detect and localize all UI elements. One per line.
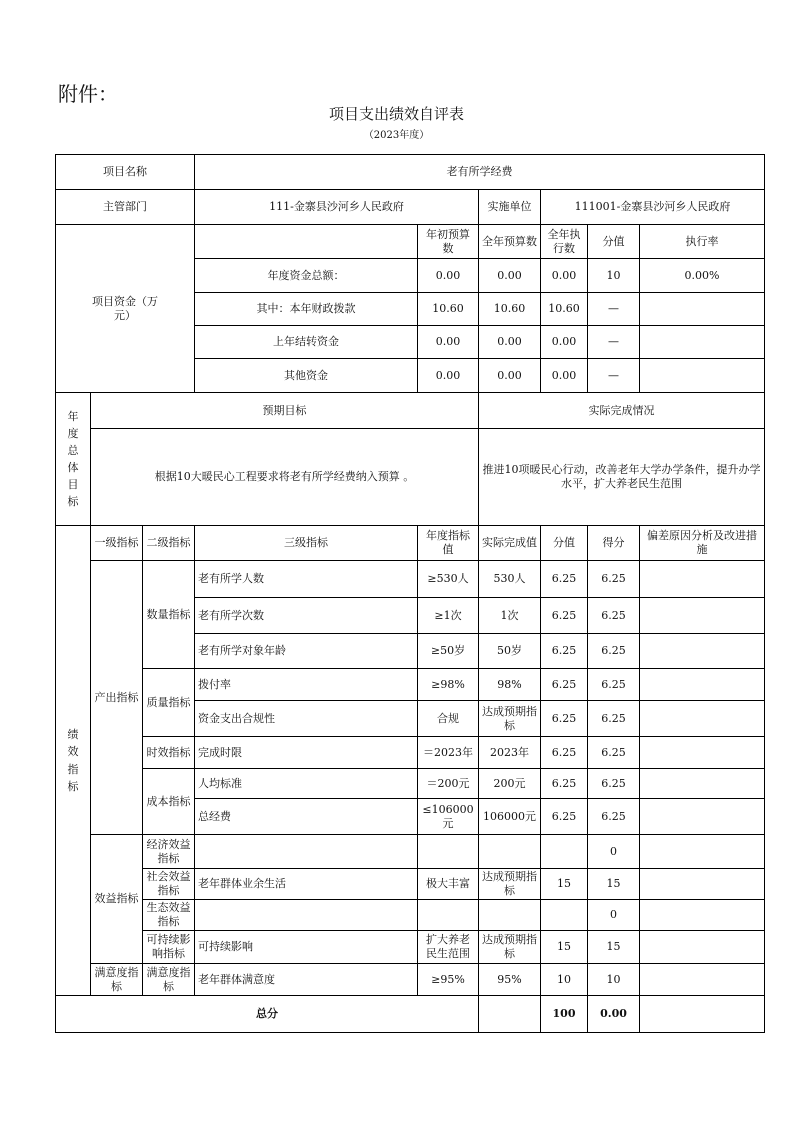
indicator-score: 6.25: [541, 669, 588, 701]
dept-label: 主管部门: [56, 190, 195, 225]
indicators-label-text: 绩效指标: [67, 728, 79, 793]
funds-header-blank: [195, 225, 418, 259]
output-indicator-label: 产出指标: [91, 561, 143, 835]
indicator-actual: [479, 900, 541, 931]
indicator-row: [56, 835, 765, 869]
fund-initial: 10.60: [418, 293, 479, 326]
indicator-reason: [640, 769, 765, 799]
fund-annual: 0.00: [479, 359, 541, 393]
indicator-actual: 达成预期指标: [479, 931, 541, 964]
indicator-points: 6.25: [588, 634, 640, 669]
indicator-actual: 95%: [479, 964, 541, 996]
goals-header-row: [56, 393, 765, 429]
indicator-row: [56, 869, 765, 900]
indicator-target: 极大丰富: [418, 869, 479, 900]
fund-rate: 0.00%: [640, 259, 765, 293]
fund-executed: 0.00: [541, 326, 588, 359]
indicator-name: [195, 900, 418, 931]
indicator-row: [56, 964, 765, 996]
indicator-reason: [640, 869, 765, 900]
indicator-points: 6.25: [588, 669, 640, 701]
attachment-label: 附件：: [58, 82, 118, 106]
indicator-target: ＝2023年: [418, 737, 479, 769]
hdr-annual: 全年预算数: [479, 225, 541, 259]
indicator-target: [418, 835, 479, 869]
goals-label: [56, 393, 91, 526]
page-title: 项目支出绩效自评表: [328, 105, 464, 123]
fund-score: —: [588, 326, 640, 359]
indicator-score: 6.25: [541, 769, 588, 799]
indicator-score: 15: [541, 869, 588, 900]
fund-executed: 10.60: [541, 293, 588, 326]
indicator-target: 合规: [418, 701, 479, 737]
indicator-reason: [640, 964, 765, 996]
cost-indicator-label: 成本指标: [143, 769, 195, 835]
indicator-target: [418, 900, 479, 931]
indicator-points: 0: [588, 835, 640, 869]
fund-rate: [640, 326, 765, 359]
benefit-l2-label: 经济效益指标: [143, 835, 195, 869]
impl-label: 实施单位: [479, 190, 541, 225]
total-label: 总分: [56, 996, 479, 1033]
fund-score: —: [588, 293, 640, 326]
indicator-score: 6.25: [541, 799, 588, 835]
indicator-actual: 106000元: [479, 799, 541, 835]
indicator-reason: [640, 701, 765, 737]
fund-annual: 0.00: [479, 259, 541, 293]
fund-label: 年度资金总额：: [195, 259, 418, 293]
hdr-score: 分值: [541, 526, 588, 561]
benefit-l2-label: 可持续影响指标: [143, 931, 195, 964]
fund-score: —: [588, 359, 640, 393]
expected-goal: 根据10大暖民心工程要求将老有所学经费纳入预算 。: [91, 429, 479, 526]
hdr-score: 分值: [588, 225, 640, 259]
indicator-score: 6.25: [541, 561, 588, 598]
indicator-score: 6.25: [541, 701, 588, 737]
indicator-target: ≥530人: [418, 561, 479, 598]
indicator-row: [56, 669, 765, 701]
benefit-indicator-label: 效益指标: [91, 835, 143, 964]
indicator-name: 老有所学对象年龄: [195, 634, 418, 669]
hdr-l2: 二级指标: [143, 526, 195, 561]
indicator-target: ≥1次: [418, 598, 479, 634]
indicator-name: 拨付率: [195, 669, 418, 701]
indicator-name: 人均标准: [195, 769, 418, 799]
indicator-row: [56, 769, 765, 799]
indicator-reason: [640, 835, 765, 869]
indicator-target: 扩大养老民生范围: [418, 931, 479, 964]
indicator-points: 6.25: [588, 799, 640, 835]
indicator-score: 15: [541, 931, 588, 964]
hdr-initial: 年初预算数: [418, 225, 479, 259]
goals-row: [56, 429, 765, 526]
fund-label: 上年结转资金: [195, 326, 418, 359]
indicator-name: 老年群体满意度: [195, 964, 418, 996]
year-subtitle: （2023年度）: [363, 130, 430, 141]
indicator-reason: [640, 799, 765, 835]
indicator-points: 6.25: [588, 769, 640, 799]
project-name-label: 项目名称: [56, 155, 195, 190]
timeliness-indicator-label: 时效指标: [143, 737, 195, 769]
indicator-points: 6.25: [588, 737, 640, 769]
fund-rate: [640, 293, 765, 326]
indicator-actual: 1次: [479, 598, 541, 634]
indicator-score: 6.25: [541, 634, 588, 669]
indicator-target: ＝200元: [418, 769, 479, 799]
project-name-row: [56, 155, 765, 190]
indicator-points: 15: [588, 931, 640, 964]
indicator-row: [56, 900, 765, 931]
total-blank: [479, 996, 541, 1033]
fund-score: 10: [588, 259, 640, 293]
indicator-points: 15: [588, 869, 640, 900]
indicator-row: [56, 561, 765, 598]
indicator-reason: [640, 737, 765, 769]
benefit-l2-label: 生态效益指标: [143, 900, 195, 931]
indicator-points: 6.25: [588, 598, 640, 634]
fund-initial: 0.00: [418, 259, 479, 293]
indicator-name: 完成时限: [195, 737, 418, 769]
total-reason: [640, 996, 765, 1033]
indicator-target: ≥95%: [418, 964, 479, 996]
impl-value: 111001-金寨县沙河乡人民政府: [541, 190, 765, 225]
indicator-reason: [640, 900, 765, 931]
hdr-l1: 一级指标: [91, 526, 143, 561]
fund-label: 其中：本年财政拨款: [195, 293, 418, 326]
indicator-row: [56, 931, 765, 964]
indicator-actual: 2023年: [479, 737, 541, 769]
indicator-actual: 98%: [479, 669, 541, 701]
goals-label-text: 年度总体目标: [67, 409, 79, 509]
indicator-actual: 50岁: [479, 634, 541, 669]
fund-annual: 10.60: [479, 293, 541, 326]
indicator-reason: [640, 931, 765, 964]
actual-goal: 推进10项暖民心行动，改善老年大学办学条件，提升办学水平，扩大养老民生范围: [479, 429, 765, 526]
indicator-score: 6.25: [541, 598, 588, 634]
total-row: [56, 996, 765, 1033]
indicator-header-row: [56, 526, 765, 561]
hdr-executed: 全年执行数: [541, 225, 588, 259]
indicator-reason: [640, 669, 765, 701]
indicator-score: 10: [541, 964, 588, 996]
indicator-target: ≥50岁: [418, 634, 479, 669]
quantity-indicator-label: 数量指标: [143, 561, 195, 669]
indicator-actual: 达成预期指标: [479, 869, 541, 900]
indicator-name: 资金支出合规性: [195, 701, 418, 737]
hdr-target: 年度指标值: [418, 526, 479, 561]
total-points: 0.00: [588, 996, 640, 1033]
fund-rate: [640, 359, 765, 393]
actual-goal-label: 实际完成情况: [479, 393, 765, 429]
fund-annual: 0.00: [479, 326, 541, 359]
expected-goal-label: 预期目标: [91, 393, 479, 429]
indicator-name: 可持续影响: [195, 931, 418, 964]
indicator-points: 0: [588, 900, 640, 931]
satisfaction-indicator-label: 满意度指标: [91, 964, 143, 996]
funds-label: [56, 225, 195, 393]
indicator-name: 老有所学次数: [195, 598, 418, 634]
indicator-name: 老有所学人数: [195, 561, 418, 598]
indicator-row: [56, 737, 765, 769]
indicator-name: [195, 835, 418, 869]
indicator-target: ≥98%: [418, 669, 479, 701]
benefit-l2-label: 社会效益指标: [143, 869, 195, 900]
satisfaction-l2-label: 满意度指标: [143, 964, 195, 996]
funds-header-row: [56, 225, 765, 259]
hdr-rate: 执行率: [640, 225, 765, 259]
indicator-actual: 达成预期指标: [479, 701, 541, 737]
hdr-reason: 偏差原因分析及改进措施: [640, 526, 765, 561]
indicators-label: [56, 526, 91, 996]
fund-label: 其他资金: [195, 359, 418, 393]
indicator-score: 6.25: [541, 737, 588, 769]
project-name: 老有所学经费: [195, 155, 765, 190]
indicator-reason: [640, 561, 765, 598]
indicator-reason: [640, 598, 765, 634]
quality-indicator-label: 质量指标: [143, 669, 195, 737]
hdr-points: 得分: [588, 526, 640, 561]
performance-table: [55, 154, 765, 1033]
funds-label-text: 项目资金（万元）: [92, 294, 158, 322]
indicator-actual: [479, 835, 541, 869]
indicator-score: [541, 900, 588, 931]
dept-value: 111-金寨县沙河乡人民政府: [195, 190, 479, 225]
fund-executed: 0.00: [541, 259, 588, 293]
indicator-target: ≤106000元: [418, 799, 479, 835]
indicator-actual: 200元: [479, 769, 541, 799]
dept-row: [56, 190, 765, 225]
fund-initial: 0.00: [418, 359, 479, 393]
indicator-name: 总经费: [195, 799, 418, 835]
indicator-name: 老年群体业余生活: [195, 869, 418, 900]
hdr-l3: 三级指标: [195, 526, 418, 561]
total-score: 100: [541, 996, 588, 1033]
indicator-actual: 530人: [479, 561, 541, 598]
hdr-actual: 实际完成值: [479, 526, 541, 561]
indicator-points: 6.25: [588, 701, 640, 737]
indicator-score: [541, 835, 588, 869]
fund-executed: 0.00: [541, 359, 588, 393]
indicator-points: 6.25: [588, 561, 640, 598]
fund-initial: 0.00: [418, 326, 479, 359]
indicator-points: 10: [588, 964, 640, 996]
indicator-reason: [640, 634, 765, 669]
